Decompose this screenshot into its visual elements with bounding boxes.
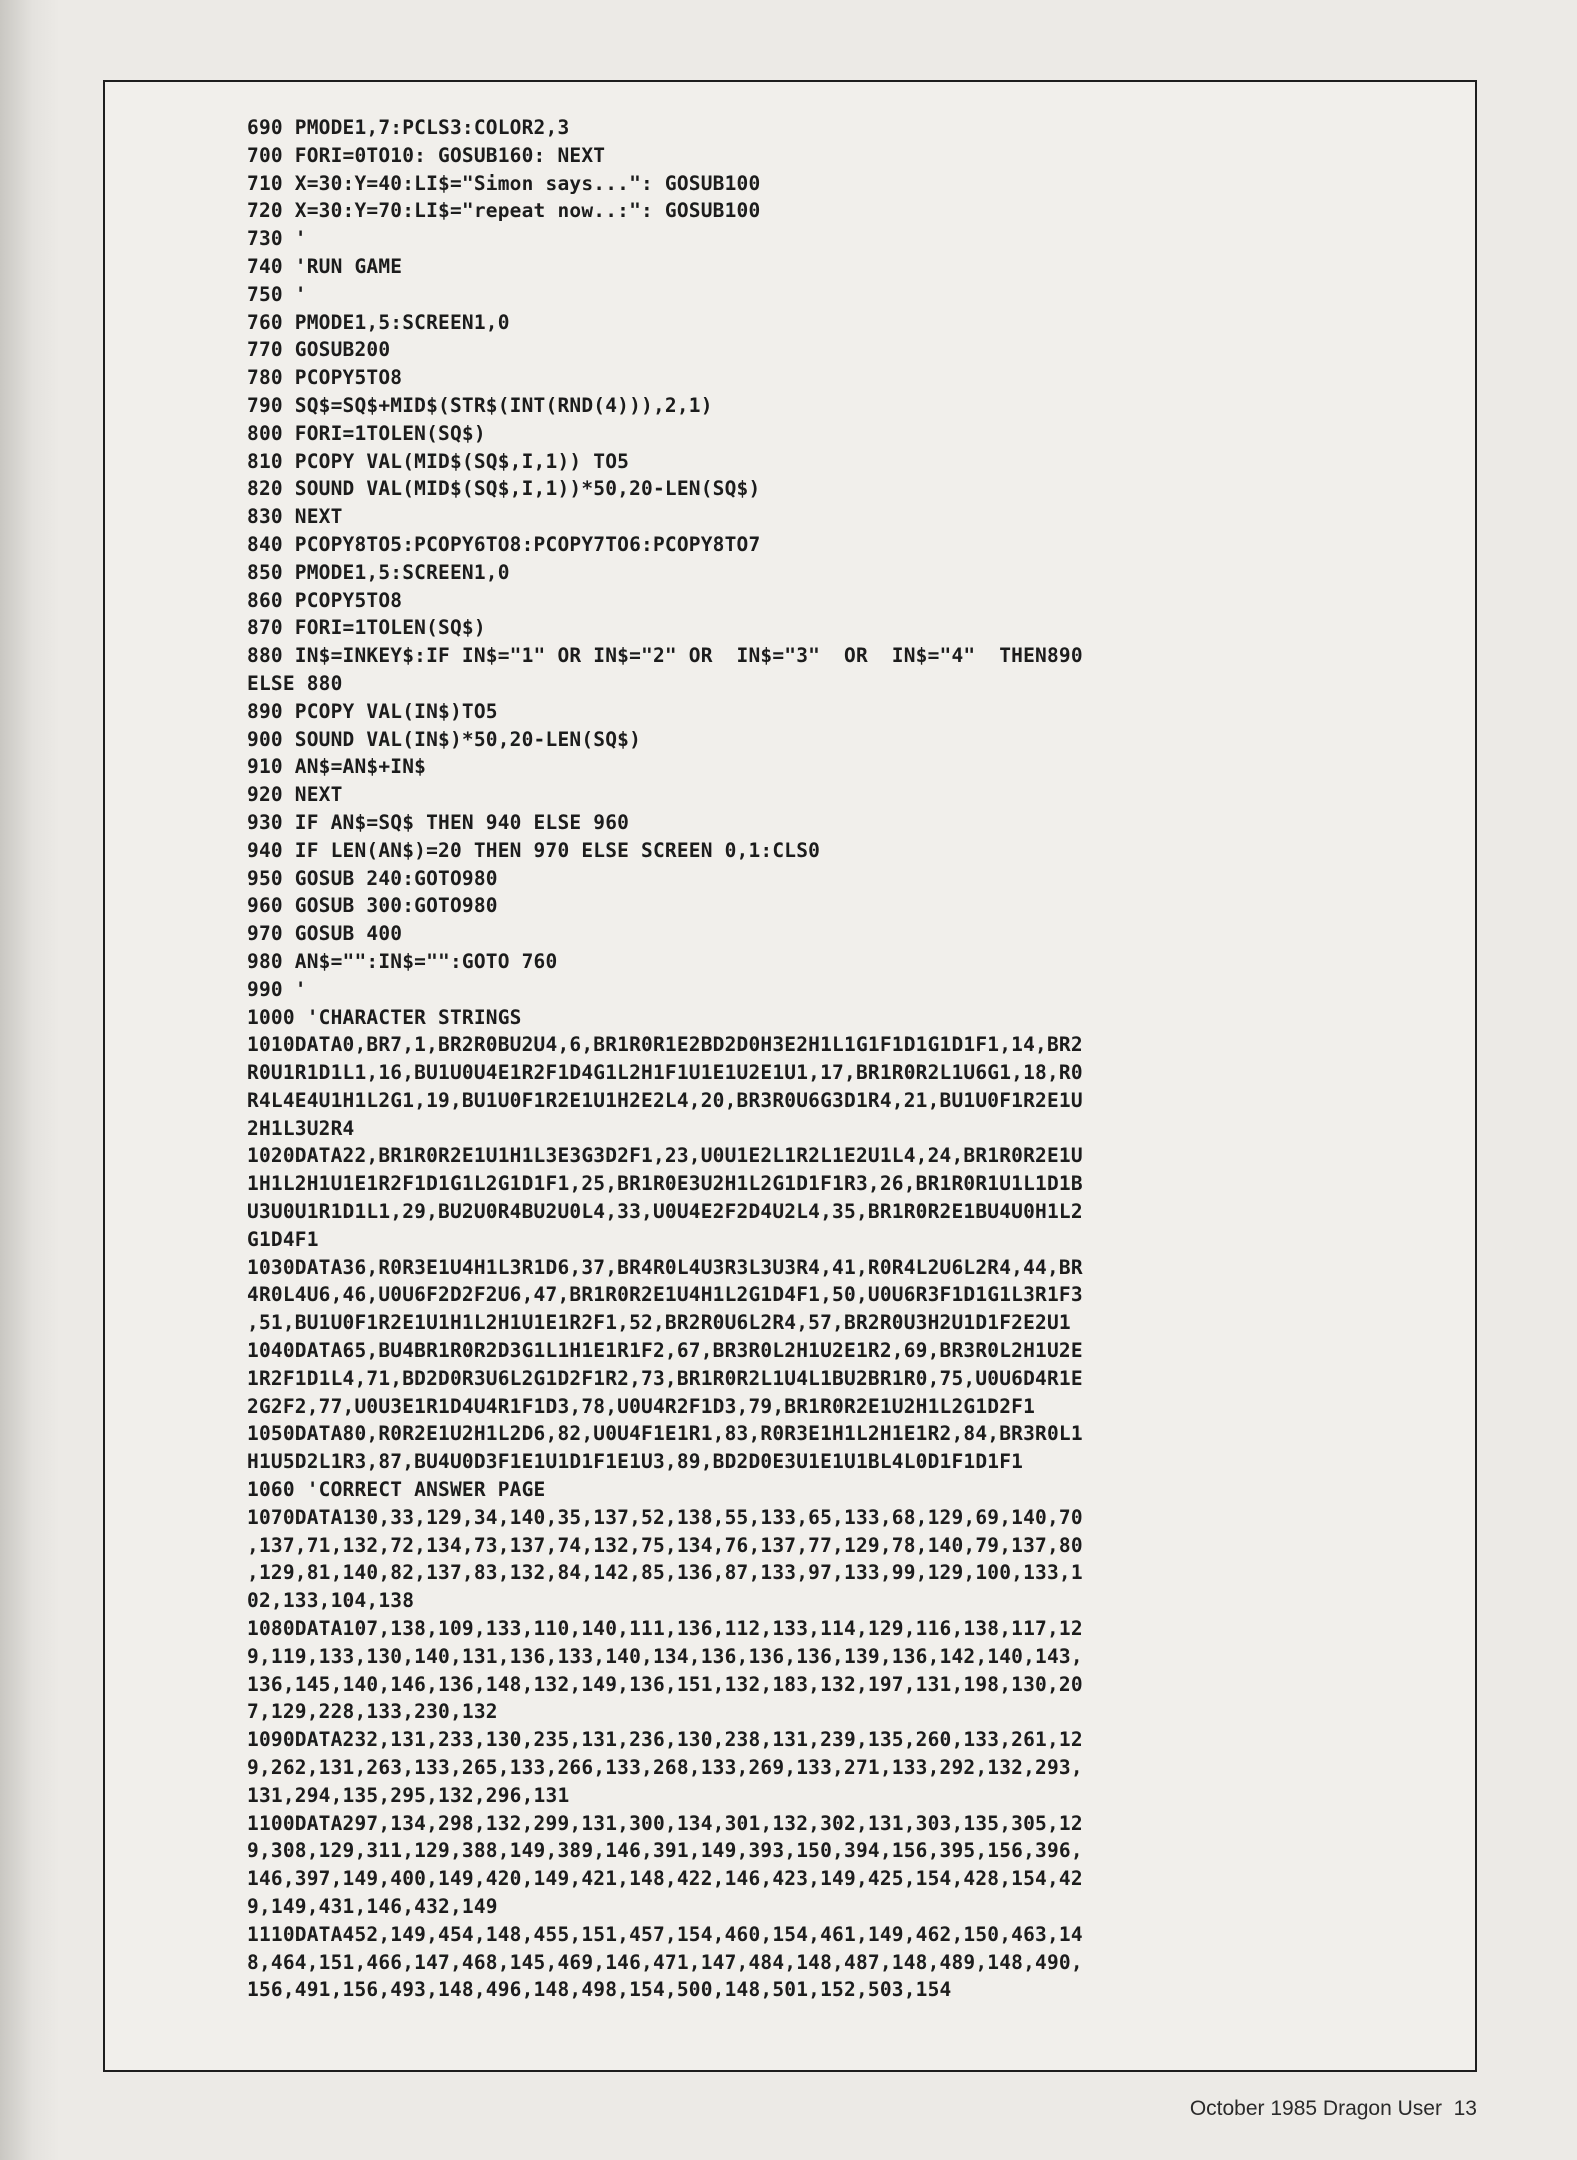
code-line: 980 AN$="":IN$="":GOTO 760 [247,949,558,973]
code-line: 1110DATA452,149,454,148,455,151,457,154,460,154,461,149,462,150,463,14 [247,1922,1083,1946]
code-line: 730 ' [247,227,307,251]
code-line: 840 PCOPY8TO5:PCOPY6TO8:PCOPY7TO6:PCOPY8TO7 [247,532,761,556]
code-line: U3U0U1R1D1L1,29,BU2U0R4BU2U0L4,33,U0U4E2F2D4U2L4,35,BR1R0R2E1BU4U0H1L2 [247,1200,1083,1224]
code-line: 900 SOUND VAL(IN$)*50,20-LEN(SQ$) [247,727,642,751]
code-line: ,51,BU1U0F1R2E1U1H1L2H1U1E1R2F1,52,BR2R0U6L2R4,57,BR2R0U3H2U1D1F2E2U1 [247,1311,1071,1335]
code-line: 2G2F2,77,U0U3E1R1D4U4R1F1D3,78,U0U4R2F1D3,79,BR1R0R2E1U2H1L2G1D2F1 [247,1394,1036,1418]
code-line: 146,397,149,400,149,420,149,421,148,422,146,423,149,425,154,428,154,42 [247,1867,1083,1891]
code-line: 940 IF LEN(AN$)=20 THEN 970 ELSE SCREEN 0,1:CLS0 [247,838,821,862]
code-line: 1010DATA0,BR7,1,BR2R0BU2U4,6,BR1R0R1E2BD2D0H3E2H1L1G1F1D1G1D1F1,14,BR2 [247,1033,1083,1057]
code-line: 690 PMODE1,7:PCLS3:COLOR2,3 [247,116,570,139]
code-line: 1000 'CHARACTER STRINGS [247,1005,522,1029]
code-line: 810 PCOPY VAL(MID$(SQ$,I,1)) TO5 [247,449,630,473]
code-line: 1090DATA232,131,233,130,235,131,236,130,238,131,239,135,260,133,261,12 [247,1728,1083,1752]
code-line: 710 X=30:Y=40:LI$="Simon says...": GOSUB100 [247,171,761,195]
code-line: 9,119,133,130,140,131,136,133,140,134,136,136,136,139,136,142,140,143, [247,1644,1083,1668]
code-line: 136,145,140,146,136,148,132,149,136,151,132,183,132,197,131,198,130,20 [247,1672,1083,1696]
code-line: 780 PCOPY5TO8 [247,366,403,390]
code-line: 02,133,104,138 [247,1589,415,1613]
code-line: 9,149,431,146,432,149 [247,1895,498,1918]
code-line: 1H1L2H1U1E1R2F1D1G1L2G1D1F1,25,BR1R0E3U2H1L2G1D1F1R3,26,BR1R0R1U1L1D1B [247,1172,1083,1196]
code-line: 4R0L4U6,46,U0U6F2D2F2U6,47,BR1R0R2E1U4H1L2G1D4F1,50,U0U6R3F1D1G1L3R1F3 [247,1283,1083,1307]
code-line: 800 FORI=1TOLEN(SQ$) [247,421,486,445]
code-line: 8,464,151,466,147,468,145,469,146,471,147,484,148,487,148,489,148,490, [247,1950,1083,1974]
code-line: 1R2F1D1L4,71,BD2D0R3U6L2G1D2F1R2,73,BR1R0R2L1U4L1BU2BR1R0,75,U0U6D4R1E [247,1366,1083,1390]
code-line: 9,262,131,263,133,265,133,266,133,268,133,269,133,271,133,292,132,293, [247,1756,1083,1780]
code-line: 750 ' [247,282,307,306]
code-line: 9,308,129,311,129,388,149,389,146,391,149,393,150,394,156,395,156,396, [247,1839,1083,1863]
code-line: 990 ' [247,977,307,1001]
code-line: ELSE 880 [247,671,343,695]
code-line: H1U5D2L1R3,87,BU4U0D3F1E1U1D1F1E1U3,89,BD2D0E3U1E1U1BL4L0D1F1D1F1 [247,1450,1024,1474]
code-line: 970 GOSUB 400 [247,922,403,946]
code-line: 960 GOSUB 300:GOTO980 [247,894,498,918]
code-line: 830 NEXT [247,505,343,529]
code-line: 1040DATA65,BU4BR1R0R2D3G1L1H1E1R1F2,67,BR3R0L2H1U2E1R2,69,BR3R0L2H1U2E [247,1339,1083,1363]
code-line: 740 'RUN GAME [247,254,403,278]
code-line: 930 IF AN$=SQ$ THEN 940 ELSE 960 [247,810,630,834]
code-line: 950 GOSUB 240:GOTO980 [247,866,498,890]
code-line: 820 SOUND VAL(MID$(SQ$,I,1))*50,20-LEN(SQ$) [247,477,761,501]
code-line: 1080DATA107,138,109,133,110,140,111,136,112,133,114,129,116,138,117,12 [247,1617,1083,1641]
code-line: 890 PCOPY VAL(IN$)TO5 [247,699,498,723]
code-line: 760 PMODE1,5:SCREEN1,0 [247,310,510,334]
code-line: 1100DATA297,134,298,132,299,131,300,134,301,132,302,131,303,135,305,12 [247,1811,1083,1835]
code-line: 1070DATA130,33,129,34,140,35,137,52,138,55,133,65,133,68,129,69,140,70 [247,1505,1083,1529]
code-line: 2H1L3U2R4 [247,1116,355,1140]
code-line: 850 PMODE1,5:SCREEN1,0 [247,560,510,584]
code-line: 860 PCOPY5TO8 [247,588,403,612]
program-listing-box [103,80,1477,2072]
code-line: 1050DATA80,R0R2E1U2H1L2D6,82,U0U4F1E1R1,83,R0R3E1H1L2H1E1R2,84,BR3R0L1 [247,1422,1083,1446]
page-binding-edge [0,0,60,2160]
code-line: ,129,81,140,82,137,83,132,84,142,85,136,87,133,97,133,99,129,100,133,1 [247,1561,1083,1585]
page-footer: October 1985 Dragon User 13 [1189,2097,1477,2120]
code-line: 920 NEXT [247,783,343,807]
code-line: 880 IN$=INKEY$:IF IN$="1" OR IN$="2" OR IN$="3" OR IN$="4" THEN890 [247,644,1083,668]
code-line: 910 AN$=AN$+IN$ [247,755,427,779]
code-line: G1D4F1 [247,1227,319,1251]
code-line: 156,491,156,493,148,496,148,498,154,500,148,501,152,503,154 [247,1978,952,2002]
code-line: R4L4E4U1H1L2G1,19,BU1U0F1R2E1U1H2E2L4,20,BR3R0U6G3D1R4,21,BU1U0F1R2E1U [247,1088,1083,1112]
code-line: 790 SQ$=SQ$+MID$(STR$(INT(RND(4))),2,1) [247,393,713,417]
code-line: 720 X=30:Y=70:LI$="repeat now..:": GOSUB100 [247,199,761,223]
code-line: 770 GOSUB200 [247,338,391,362]
code-line: 7,129,228,133,230,132 [247,1700,498,1724]
code-line: 1020DATA22,BR1R0R2E1U1H1L3E3G3D2F1,23,U0U1E2L1R2L1E2U1L4,24,BR1R0R2E1U [247,1144,1083,1168]
code-line: 870 FORI=1TOLEN(SQ$) [247,616,486,640]
code-line: ,137,71,132,72,134,73,137,74,132,75,134,76,137,77,129,78,140,79,137,80 [247,1533,1083,1557]
basic-program-listing [247,114,1447,2004]
code-line: 700 FORI=0TO10: GOSUB160: NEXT [247,143,606,167]
code-line: R0U1R1D1L1,16,BU1U0U4E1R2F1D4G1L2H1F1U1E1U2E1U1,17,BR1R0R2L1U6G1,18,R0 [247,1061,1083,1085]
code-line: 1030DATA36,R0R3E1U4H1L3R1D6,37,BR4R0L4U3R3L3U3R4,41,R0R4L2U6L2R4,44,BR [247,1255,1083,1279]
code-line: 131,294,135,295,132,296,131 [247,1783,570,1807]
code-line: 1060 'CORRECT ANSWER PAGE [247,1478,546,1502]
